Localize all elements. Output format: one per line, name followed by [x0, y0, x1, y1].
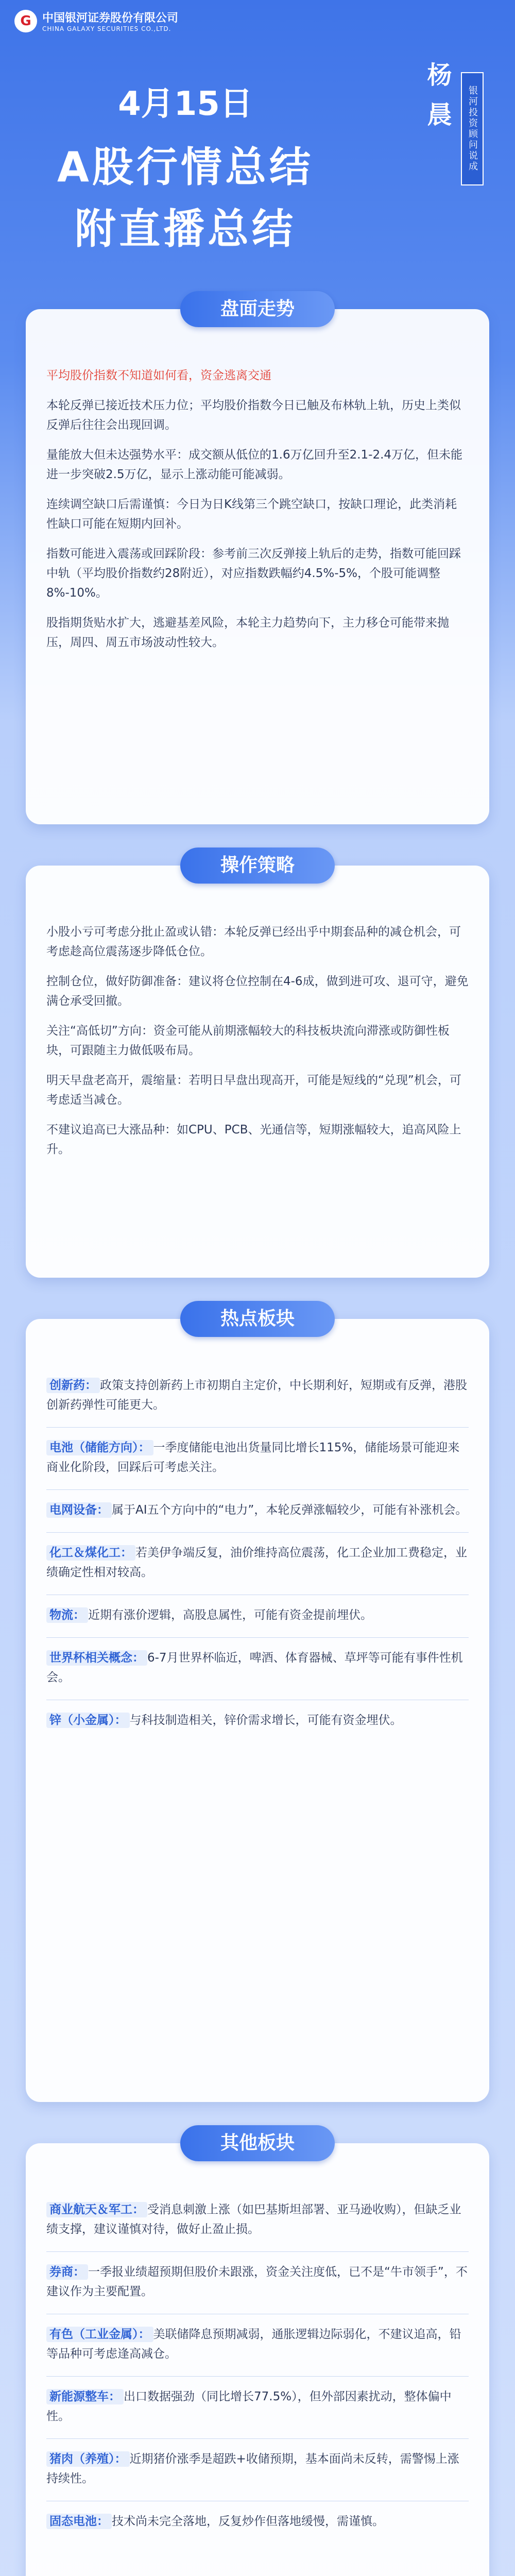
hot-sector-item-text: 与科技制造相关，锌价需求增长，可能有资金埋伏。	[129, 1714, 402, 1727]
hot-sector-item	[46, 1500, 469, 1520]
hot-sector-item-text: 一季度储能电池出货量同比增长115%，储能场景可能迎来商业化阶段，回踩后可考虑关注。	[46, 1441, 460, 1474]
hot-sector-item	[46, 1710, 469, 1730]
ops-strategy-card	[26, 866, 489, 1278]
divider	[46, 2438, 469, 2439]
galaxy-logo-icon: G	[14, 10, 37, 32]
section-title-other: 其他板块	[180, 2125, 335, 2161]
hero-author: 杨 晨	[423, 62, 452, 129]
hot-sectors-card	[26, 1319, 489, 2102]
other-sector-item-tag: 券商：	[46, 2264, 88, 2280]
market-paragraph: 指数可能进入震荡或回踩阶段：参考前三次反弹接上轨后的走势，指数可能回踩中轨（平均股价指数约28附近），对应指数跌幅约4.5%-5%，个股可能调整8%-10%。	[46, 547, 461, 600]
other-sector-item-tag: 商业航天＆军工：	[46, 2202, 147, 2217]
hot-sectors-list	[46, 1376, 469, 1730]
hot-sector-item-tag: 电池（储能方向）：	[46, 1440, 153, 1455]
divider	[46, 2376, 469, 2377]
ops-strategy-list	[46, 922, 469, 1159]
hot-sector-item-text: 若美伊争端反复，油价维持高位震荡，化工企业加工费稳定，业绩确定性相对较高。	[46, 1546, 467, 1579]
hot-sector-item-text: 6-7月世界杯临近，啤酒、体育器械、草坪等可能有事件性机会。	[46, 1651, 463, 1684]
ops-paragraph: 关注“高低切”方向：资金可能从前期涨幅较大的科技板块流向滞涨或防御性板块，可跟随主力做低吸布局。	[46, 1024, 450, 1057]
other-sector-item-tag: 新能源整车：	[46, 2389, 124, 2404]
divider	[46, 1532, 469, 1533]
hot-sector-item-tag: 物流：	[46, 1607, 88, 1623]
section-title-ops: 操作策略	[180, 848, 335, 884]
other-sector-item-tag: 猪肉（养殖）：	[46, 2451, 130, 2467]
hot-sector-item-text: 属于AI五个方向中的“电力”，本轮反弹涨幅较少，可能有补涨机会。	[112, 1503, 468, 1517]
other-sector-item	[46, 2512, 469, 2531]
section-title-market: 盘面走势	[180, 291, 335, 327]
ops-paragraph: 不建议追高已大涨品种：如CPU、PCB、光通信等，短期涨幅较大，追高风险上升。	[46, 1123, 461, 1156]
divider	[46, 1637, 469, 1638]
hot-sector-item-tag: 化工＆煤化工：	[46, 1545, 135, 1561]
market-paragraph: 平均股价指数不知道如何看，资金逃离交通	[46, 369, 271, 382]
hot-sector-item	[46, 1605, 469, 1625]
hot-sector-item-tag: 世界杯相关概念：	[46, 1650, 147, 1666]
other-sector-item-text: 一季报业绩超预期但股价未跟涨，资金关注度低，已不是“牛市领手”，不建议作为主要配置。	[46, 2265, 468, 2298]
other-sector-item-tag: 有色（工业金属）：	[46, 2327, 153, 2342]
divider	[46, 2251, 469, 2252]
market-paragraph: 连续调空缺口后需谨慎：今日为日K线第三个跳空缺口，按缺口理论，此类消耗性缺口可能在短期内回补。	[46, 498, 457, 531]
market-paragraph: 本轮反弹已接近技术压力位；平均股价指数今日已触及布林轨上轨，历史上类似反弹后往往会出现回调。	[46, 399, 461, 432]
hero-subtitle: 附直播总结	[75, 205, 296, 253]
company-name-cn: 中国银河证券股份有限公司	[42, 12, 179, 25]
ops-paragraph: 明天早盘老高开，震缩量：若明日早盘出现高开，可能是短线的“兑现”机会，可考虑适当减仓。	[46, 1074, 461, 1107]
other-sectors-card	[26, 2143, 489, 2576]
hero-banner	[0, 0, 515, 309]
other-sector-item-text: 受消息刺激上涨（如巴基斯坦部署、亚马逊收购），但缺乏业绩支撑，建议谨慎对待，做好止盈止损。	[46, 2203, 461, 2236]
other-sector-item	[46, 2262, 469, 2301]
other-sector-item-text: 出口数据强劲（同比增长77.5%），但外部因素扰动，整体偏中性。	[46, 2390, 452, 2423]
hot-sector-item-tag: 电网设备：	[46, 1502, 112, 1518]
divider	[46, 1427, 469, 1428]
hot-sector-item	[46, 1438, 469, 1477]
company-name-en: CHINA GALAXY SECURITIES CO.,LTD.	[42, 25, 171, 32]
ops-paragraph: 小股小亏可考虑分批止盈或认错：本轮反弹已经出乎中期套品种的减仓机会，可考虑趁高位震荡逐步降低仓位。	[46, 925, 461, 958]
other-sector-item	[46, 2325, 469, 2364]
hot-sector-item-tag: 创新药：	[46, 1378, 100, 1393]
other-sector-item-text: 美联储降息预期减弱，通胀逻辑边际弱化，不建议追高，铅等品种可考虑逢高减仓。	[46, 2328, 461, 2361]
hot-sector-item	[46, 1648, 469, 1687]
divider	[46, 1489, 469, 1490]
market-trend-list	[46, 366, 469, 652]
market-trend-card	[26, 309, 489, 824]
other-sector-item-text: 近期猪价涨季是超跌+收储预期，基本面尚未反转，需警惕上涨持续性。	[46, 2452, 459, 2485]
market-paragraph: 股指期货贴水扩大，逃避基差风险，本轮主力趋势向下，主力移仓可能带来抛压，周四、周五市场波动性较大。	[46, 616, 449, 649]
market-paragraph: 量能放大但未达强势水平：成交额从低位的1.6万亿回升至2.1-2.4万亿，但未能进一步突破2.5万亿，显示上涨动能可能减弱。	[46, 448, 463, 481]
hero-title: A股行情总结	[57, 143, 314, 191]
ops-paragraph: 控制仓位，做好防御准备：建议将仓位控制在4-6成，做到进可攻、退可守，避免满仓承受回撤。	[46, 975, 469, 1008]
other-sector-item-tag: 固态电池：	[46, 2514, 112, 2529]
hot-sector-item-text: 政策支持创新药上市初期自主定价，中长期利好，短期或有反弹，港股创新药弹性可能更大。	[46, 1379, 467, 1412]
section-title-hot: 热点板块	[180, 1301, 335, 1337]
hot-sector-item-tag: 锌（小金属）：	[46, 1713, 130, 1728]
other-sectors-list	[46, 2200, 469, 2531]
hot-sector-item	[46, 1543, 469, 1582]
hero-date: 4月15日	[118, 85, 253, 123]
other-sector-item	[46, 2387, 469, 2426]
other-sector-item	[46, 2449, 469, 2488]
other-sector-item-text: 技术尚未完全落地，反复炒作但落地缓慢，需谨慎。	[112, 2515, 384, 2528]
hot-sector-item	[46, 1376, 469, 1415]
other-sector-item	[46, 2200, 469, 2239]
hero-vertical-tag: 银河投资顾问说成	[461, 72, 484, 185]
hot-sector-item-text: 近期有涨价逻辑，高股息属性，可能有资金提前埋伏。	[88, 1608, 372, 1622]
